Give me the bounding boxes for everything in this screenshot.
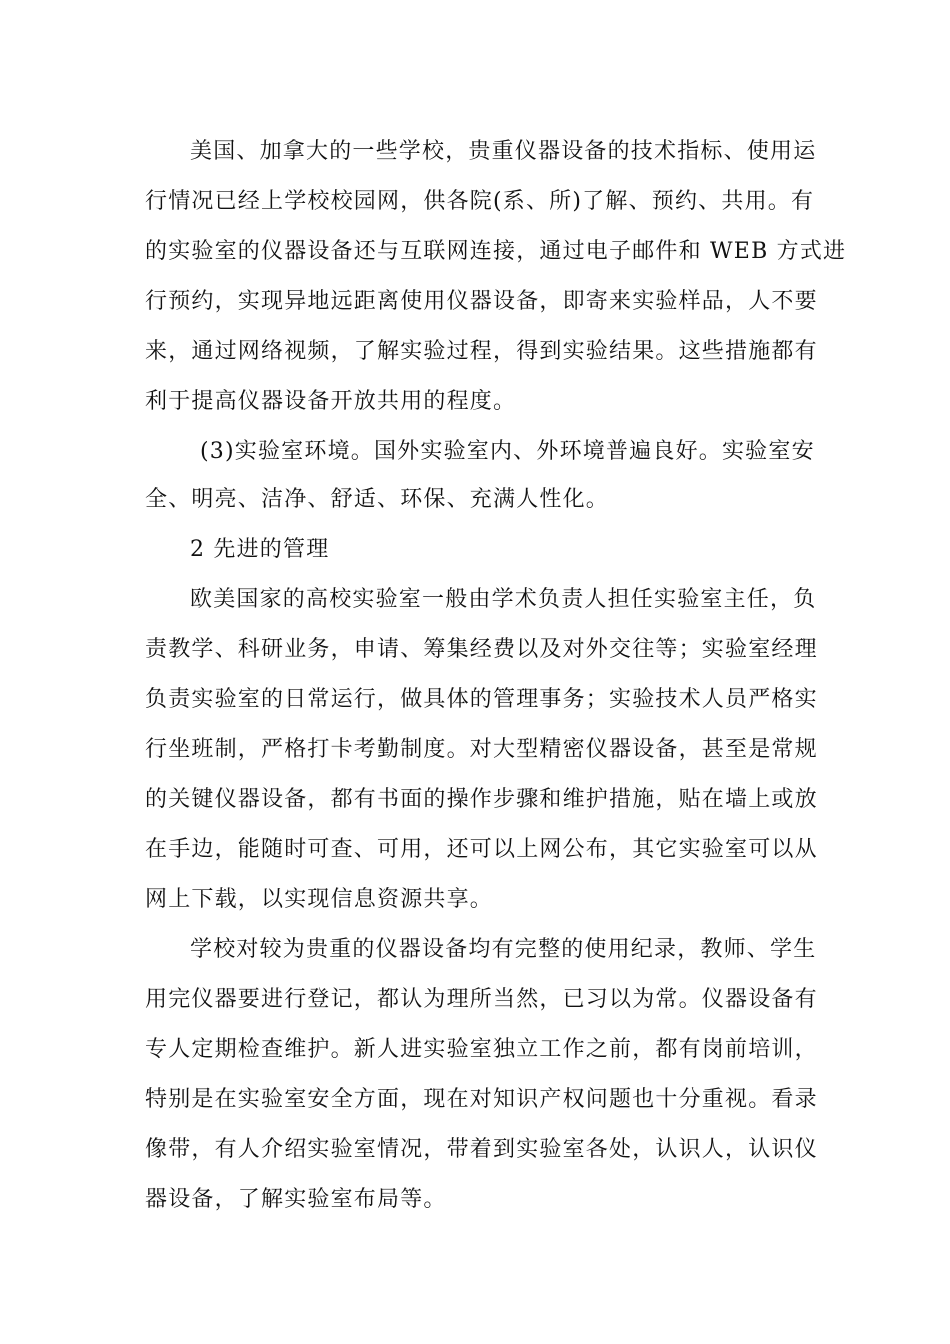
text-line: 欧美国家的高校实验室一般由学术负责人担任实验室主任，负 bbox=[190, 587, 817, 612]
text-line: (3)实验室环境。国外实验室内、外环境普遍良好。实验室安 bbox=[200, 439, 815, 464]
section-heading: 2 先进的管理 bbox=[190, 537, 330, 562]
text-line: 行坐班制，严格打卡考勤制度。对大型精密仪器设备，甚至是常规 bbox=[145, 737, 818, 762]
text-line: 行情况已经上学校校园网，供各院(系、所)了解、预约、共用。有 bbox=[145, 189, 815, 214]
text-line: 美国、加拿大的一些学校，贵重仪器设备的技术指标、使用运 bbox=[190, 139, 817, 164]
text-line: 在手边，能随时可查、可用，还可以上网公布，其它实验室可以从 bbox=[145, 837, 818, 862]
text-line: 用完仪器要进行登记，都认为理所当然，已习以为常。仪器设备有 bbox=[145, 987, 818, 1012]
text-line: 负责实验室的日常运行，做具体的管理事务；实验技术人员严格实 bbox=[145, 687, 818, 712]
text-line: 学校对较为贵重的仪器设备均有完整的使用纪录，教师、学生 bbox=[190, 937, 817, 962]
text-line: 器设备，了解实验室布局等。 bbox=[145, 1187, 447, 1212]
text-line: 特别是在实验室安全方面，现在对知识产权问题也十分重视。看录 bbox=[145, 1087, 818, 1112]
text-line: 像带，有人介绍实验室情况，带着到实验室各处，认识人，认识仪 bbox=[145, 1137, 818, 1162]
text-line: 网上下载，以实现信息资源共享。 bbox=[145, 887, 494, 912]
text-line: 利于提高仪器设备开放共用的程度。 bbox=[145, 389, 517, 414]
text-line: 的实验室的仪器设备还与互联网连接，通过电子邮件和 WEB 方式进 bbox=[145, 239, 847, 264]
text-line: 全、明亮、洁净、舒适、环保、充满人性化。 bbox=[145, 487, 610, 512]
text-line: 行预约，实现异地远距离使用仪器设备，即寄来实验样品，人不要 bbox=[145, 289, 818, 314]
text-line: 的关键仪器设备，都有书面的操作步骤和维护措施，贴在墙上或放 bbox=[145, 787, 818, 812]
text-line: 责教学、科研业务，申请、筹集经费以及对外交往等；实验室经理 bbox=[145, 637, 818, 662]
text-line: 专人定期检查维护。新人进实验室独立工作之前，都有岗前培训， bbox=[145, 1037, 818, 1062]
text-line: 来，通过网络视频，了解实验过程，得到实验结果。这些措施都有 bbox=[145, 339, 818, 364]
